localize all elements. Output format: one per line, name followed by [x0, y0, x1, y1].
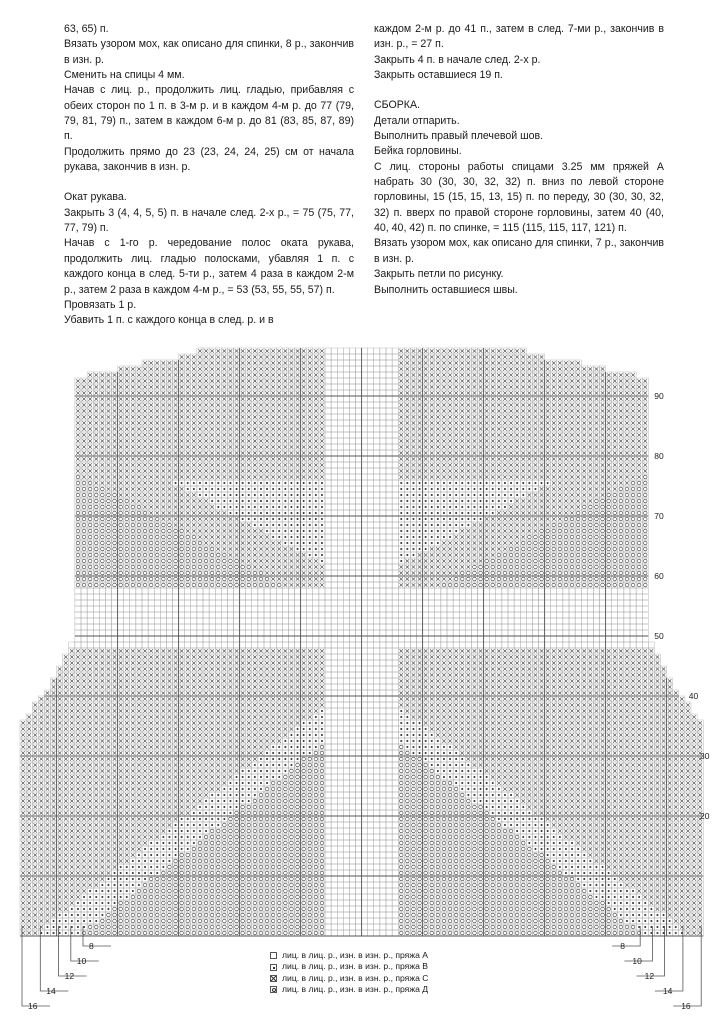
- instruction-paragraph: Вязать узором мох, как описано для спинки, 7 р., закончив в изн. р.: [374, 237, 664, 265]
- instructions-right-column: [374, 22, 664, 298]
- instruction-paragraph: Закрыть оставшиеся 19 п.: [374, 69, 503, 82]
- instruction-paragraph: Закрыть петли по рисунку.: [374, 268, 504, 281]
- instruction-paragraph: Окат рукава.: [64, 191, 127, 204]
- instruction-paragraph: каждом 2-м р. до 41 п., затем в след. 7-ми р., закончив в изн. р., = 27 п.: [374, 23, 664, 51]
- knitting-chart: [0, 340, 723, 1015]
- instruction-paragraph: Закрыть 3 (4, 4, 5, 5) п. в начале след. 2-х р., = 75 (75, 77, 77, 79) п.: [64, 206, 354, 235]
- instruction-paragraph: Сменить на спицы 4 мм.: [64, 69, 185, 82]
- instruction-paragraph: Выполнить оставшиеся швы.: [374, 283, 518, 296]
- instruction-paragraph: Провязать 1 р.: [64, 298, 137, 311]
- paragraph-gap: [374, 83, 664, 98]
- instruction-paragraph: СБОРКА.: [374, 99, 420, 112]
- instruction-paragraph: Вязать узором мох, как описано для спинки, 8 р., закончив в изн. р.: [64, 38, 354, 66]
- instruction-paragraph: Закрыть 4 п. в начале след. 2-х р.: [374, 53, 541, 66]
- instruction-paragraph: Бейка горловины.: [374, 145, 462, 158]
- instruction-paragraph: Продолжить прямо до 23 (23, 24, 24, 25) см от начала рукава, закончив в изн. р.: [64, 145, 354, 174]
- instruction-paragraph: Детали отпарить.: [374, 114, 460, 127]
- instruction-paragraph: Начав с 1-го р. чередование полос оката рукава, продолжить лиц. гладью полосками, убавляя 1 п. с каждого конца в след. 5-ти р., затем 4 раза в каждом 2-м р., затем 2 раза в каждом 4-м р., = 53 (53, 55, 55, 57) п.: [64, 237, 354, 296]
- instructions-left-column: [64, 22, 354, 329]
- paragraph-gap: [64, 175, 354, 190]
- instruction-paragraph: С лиц. стороны работы спицами 3.25 мм пряжей А набрать 30 (30, 30, 32, 32) п. вниз по левой стороне горловины, 15 (15, 15, 13, 15) п. по переду, 30 (30, 30, 32, 32) п. вверх по правой стороне горловины, затем 40 (40, 40, 40, 42) п. по спинке, = 115 (115, 115, 117, 121) п.: [374, 160, 664, 235]
- instruction-paragraph: Убавить 1 п. с каждого конца в след. р. и в: [64, 314, 274, 327]
- instruction-paragraph: Начав с лиц. р., продолжить лиц. гладью, прибавляя с обеих сторон по 1 п. в 3-м р. и в каждом 4-м р. до 77 (79, 79, 81, 79) п., затем в каждом 6-м р. до 81 (83, 85, 87, 89) п.: [64, 84, 354, 143]
- instruction-paragraph: Выполнить правый плечевой шов.: [374, 130, 544, 143]
- instruction-paragraph: 63, 65) п.: [64, 23, 109, 35]
